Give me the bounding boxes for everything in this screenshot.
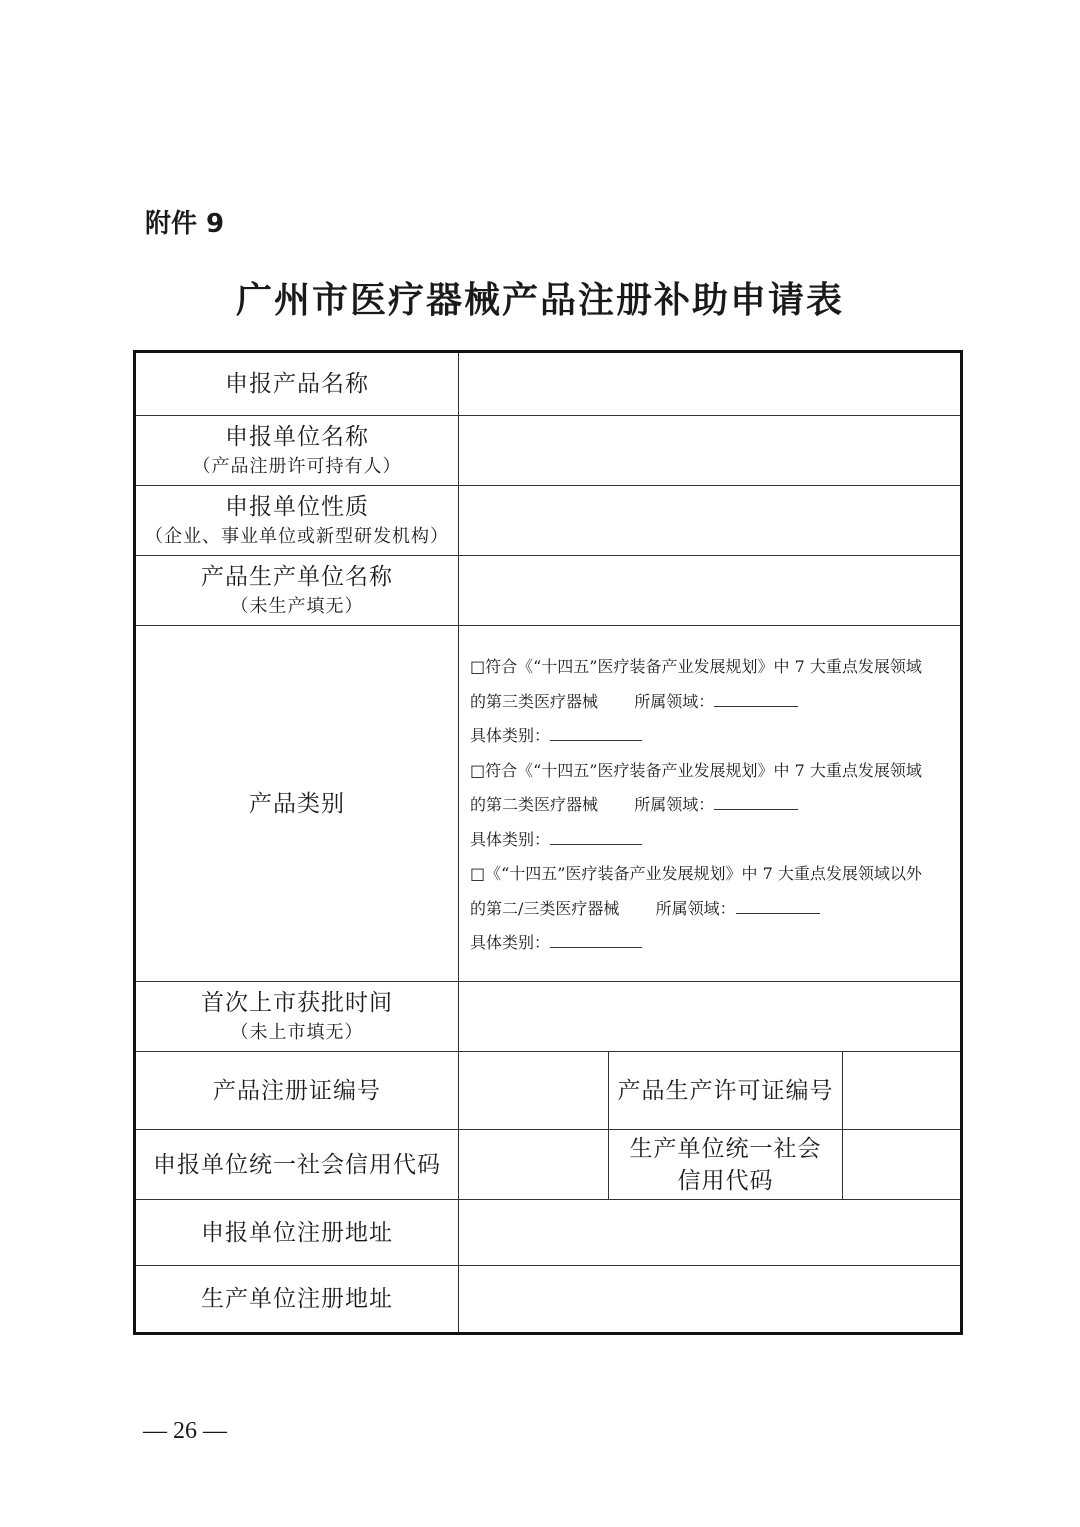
detail-blank[interactable] bbox=[550, 830, 642, 845]
registration-cert-input[interactable] bbox=[459, 1052, 608, 1129]
applicant-credit-code-label: 申报单位统一社会信用代码 bbox=[153, 1151, 441, 1178]
first-approval-label-cell bbox=[136, 982, 458, 1051]
production-license-label-cell bbox=[609, 1052, 842, 1129]
field-blank[interactable] bbox=[714, 692, 798, 707]
form-title: 广州市医疗器械产品注册补助申请表 bbox=[235, 280, 844, 321]
applicant-type-label: 申报单位性质 bbox=[225, 493, 369, 520]
applicant-type-note: （企业、事业单位或新型研发机构） bbox=[145, 525, 449, 547]
applicant-address-input[interactable] bbox=[459, 1200, 960, 1265]
manufacturer-address-label-cell bbox=[136, 1266, 458, 1332]
option-text: □符合《“十四五”医疗装备产业发展规划》中 7 大重点发展领域 bbox=[470, 760, 922, 780]
category-label-cell bbox=[136, 626, 458, 981]
first-approval-input[interactable] bbox=[459, 982, 960, 1051]
category-options bbox=[470, 650, 960, 961]
applicant-address-label-cell bbox=[136, 1200, 458, 1265]
first-approval-label: 首次上市获批时间 bbox=[201, 989, 393, 1016]
manufacturer-credit-code-label-line2: 信用代码 bbox=[677, 1167, 774, 1194]
manufacturer-credit-code-label-cell bbox=[609, 1130, 842, 1199]
applicant-name-label: 申报单位名称 bbox=[225, 423, 369, 450]
field-label: 所属领域： bbox=[655, 898, 736, 918]
manufacturer-name-note: （未生产填无） bbox=[230, 595, 364, 617]
applicant-type-input[interactable] bbox=[459, 486, 960, 555]
manufacturer-name-label-cell bbox=[136, 556, 458, 625]
applicant-name-label-cell bbox=[136, 416, 458, 485]
registration-cert-label: 产品注册证编号 bbox=[213, 1077, 381, 1104]
option-text: □符合《“十四五”医疗装备产业发展规划》中 7 大重点发展领域 bbox=[470, 657, 922, 676]
manufacturer-credit-code-label: 生产单位统一社会 bbox=[629, 1135, 822, 1162]
detail-label: 具体类别： bbox=[470, 933, 551, 952]
category-option-1[interactable] bbox=[470, 650, 960, 754]
page-number: — 26 — bbox=[143, 1418, 227, 1444]
manufacturer-credit-code-input[interactable] bbox=[843, 1130, 960, 1199]
option-text: 的第二类医疗器械 bbox=[470, 795, 599, 814]
manufacturer-address-input[interactable] bbox=[459, 1266, 960, 1332]
production-license-label: 产品生产许可证编号 bbox=[617, 1077, 834, 1104]
field-blank[interactable] bbox=[714, 795, 798, 810]
product-name-input[interactable] bbox=[459, 353, 960, 415]
applicant-address-label: 申报单位注册地址 bbox=[201, 1219, 393, 1246]
detail-label: 具体类别： bbox=[470, 829, 551, 849]
production-license-input[interactable] bbox=[843, 1052, 960, 1129]
field-label: 所属领域： bbox=[634, 795, 715, 814]
registration-cert-label-cell bbox=[136, 1052, 458, 1129]
applicant-name-note: （产品注册许可持有人） bbox=[192, 455, 402, 477]
category-option-2[interactable] bbox=[470, 754, 960, 858]
applicant-credit-code-label-cell bbox=[136, 1130, 458, 1199]
manufacturer-name-label: 产品生产单位名称 bbox=[201, 563, 393, 590]
field-blank[interactable] bbox=[736, 899, 820, 914]
detail-blank[interactable] bbox=[550, 726, 642, 741]
applicant-credit-code-input[interactable] bbox=[459, 1130, 608, 1199]
option-text: 的第二/三类医疗器械 bbox=[470, 898, 620, 918]
detail-label: 具体类别： bbox=[470, 726, 551, 745]
manufacturer-name-input[interactable] bbox=[459, 556, 960, 625]
category-option-3[interactable] bbox=[470, 857, 960, 961]
detail-blank[interactable] bbox=[550, 933, 642, 948]
applicant-type-label-cell bbox=[136, 486, 458, 555]
option-text: □《“十四五”医疗装备产业发展规划》中 7 大重点发展领域以外 bbox=[470, 864, 922, 883]
field-label: 所属领域： bbox=[634, 691, 715, 711]
product-name-label-cell bbox=[136, 353, 458, 415]
option-text: 的第三类医疗器械 bbox=[470, 691, 599, 711]
first-approval-note: （未上市填无） bbox=[230, 1021, 364, 1043]
product-name-label: 申报产品名称 bbox=[225, 371, 369, 397]
application-form-table bbox=[133, 350, 963, 1335]
category-label: 产品类别 bbox=[249, 790, 345, 817]
attachment-label: 附件 9 bbox=[145, 209, 225, 239]
applicant-name-input[interactable] bbox=[459, 416, 960, 485]
manufacturer-address-label: 生产单位注册地址 bbox=[201, 1286, 393, 1312]
